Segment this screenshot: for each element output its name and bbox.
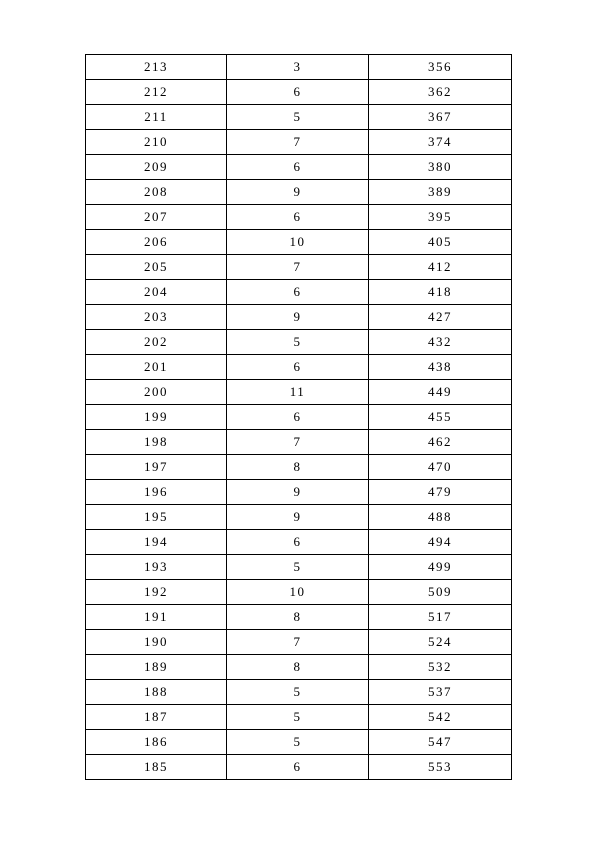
score-cell: 185: [86, 755, 227, 780]
score-cell: 194: [86, 530, 227, 555]
cumulative-cell: 499: [369, 555, 512, 580]
score-cell: 211: [86, 105, 227, 130]
score-cell: 187: [86, 705, 227, 730]
score-cell: 190: [86, 630, 227, 655]
cumulative-cell: 432: [369, 330, 512, 355]
table-row: [86, 705, 512, 730]
cumulative-cell: 542: [369, 705, 512, 730]
score-cell: 207: [86, 205, 227, 230]
count-cell: 8: [227, 605, 369, 630]
count-cell: 6: [227, 205, 369, 230]
score-cell: 189: [86, 655, 227, 680]
cumulative-cell: 374: [369, 130, 512, 155]
count-cell: 6: [227, 755, 369, 780]
count-cell: 6: [227, 405, 369, 430]
cumulative-cell: 537: [369, 680, 512, 705]
cumulative-cell: 438: [369, 355, 512, 380]
score-cell: 193: [86, 555, 227, 580]
table-row: [86, 580, 512, 605]
table-row: [86, 80, 512, 105]
cumulative-cell: 547: [369, 730, 512, 755]
table-row: [86, 180, 512, 205]
cumulative-cell: 449: [369, 380, 512, 405]
score-cell: 192: [86, 580, 227, 605]
table-row: [86, 255, 512, 280]
cumulative-cell: 494: [369, 530, 512, 555]
cumulative-cell: 517: [369, 605, 512, 630]
count-cell: 7: [227, 255, 369, 280]
cumulative-cell: 479: [369, 480, 512, 505]
table-row: [86, 380, 512, 405]
count-cell: 5: [227, 705, 369, 730]
count-cell: 7: [227, 430, 369, 455]
count-cell: 5: [227, 105, 369, 130]
count-cell: 6: [227, 155, 369, 180]
table-row: [86, 405, 512, 430]
score-cell: 196: [86, 480, 227, 505]
count-cell: 6: [227, 530, 369, 555]
score-cell: 198: [86, 430, 227, 455]
score-distribution-table: [85, 54, 512, 780]
count-cell: 9: [227, 305, 369, 330]
count-cell: 3: [227, 55, 369, 80]
table-row: [86, 105, 512, 130]
count-cell: 9: [227, 505, 369, 530]
count-cell: 5: [227, 555, 369, 580]
count-cell: 7: [227, 630, 369, 655]
table-row: [86, 730, 512, 755]
table-row: [86, 230, 512, 255]
cumulative-cell: 532: [369, 655, 512, 680]
table-row: [86, 655, 512, 680]
count-cell: 9: [227, 180, 369, 205]
table-row: [86, 280, 512, 305]
score-cell: 206: [86, 230, 227, 255]
cumulative-cell: 427: [369, 305, 512, 330]
count-cell: 10: [227, 230, 369, 255]
count-cell: 5: [227, 330, 369, 355]
count-cell: 8: [227, 455, 369, 480]
count-cell: 6: [227, 280, 369, 305]
cumulative-cell: 356: [369, 55, 512, 80]
score-cell: 213: [86, 55, 227, 80]
cumulative-cell: 412: [369, 255, 512, 280]
table-row: [86, 130, 512, 155]
table-row: [86, 305, 512, 330]
count-cell: 8: [227, 655, 369, 680]
score-cell: 204: [86, 280, 227, 305]
count-cell: 6: [227, 80, 369, 105]
cumulative-cell: 470: [369, 455, 512, 480]
table-row: [86, 555, 512, 580]
table-row: [86, 430, 512, 455]
table-row: [86, 680, 512, 705]
table-row: [86, 755, 512, 780]
cumulative-cell: 462: [369, 430, 512, 455]
score-cell: 212: [86, 80, 227, 105]
score-cell: 197: [86, 455, 227, 480]
cumulative-cell: 362: [369, 80, 512, 105]
table-row: [86, 455, 512, 480]
table-row: [86, 480, 512, 505]
cumulative-cell: 405: [369, 230, 512, 255]
score-cell: 195: [86, 505, 227, 530]
score-cell: 208: [86, 180, 227, 205]
table-row: [86, 605, 512, 630]
score-cell: 201: [86, 355, 227, 380]
table-row: [86, 55, 512, 80]
table-row: [86, 505, 512, 530]
count-cell: 10: [227, 580, 369, 605]
cumulative-cell: 553: [369, 755, 512, 780]
score-cell: 188: [86, 680, 227, 705]
score-cell: 200: [86, 380, 227, 405]
count-cell: 5: [227, 680, 369, 705]
table-row: [86, 205, 512, 230]
score-cell: 210: [86, 130, 227, 155]
cumulative-cell: 509: [369, 580, 512, 605]
score-cell: 202: [86, 330, 227, 355]
count-cell: 7: [227, 130, 369, 155]
cumulative-cell: 455: [369, 405, 512, 430]
cumulative-cell: 389: [369, 180, 512, 205]
table-body: [86, 55, 512, 780]
score-cell: 203: [86, 305, 227, 330]
table-row: [86, 530, 512, 555]
cumulative-cell: 380: [369, 155, 512, 180]
cumulative-cell: 488: [369, 505, 512, 530]
table-row: [86, 330, 512, 355]
score-cell: 186: [86, 730, 227, 755]
count-cell: 9: [227, 480, 369, 505]
table-row: [86, 155, 512, 180]
count-cell: 5: [227, 730, 369, 755]
cumulative-cell: 418: [369, 280, 512, 305]
cumulative-cell: 524: [369, 630, 512, 655]
cumulative-cell: 395: [369, 205, 512, 230]
table-row: [86, 355, 512, 380]
score-cell: 199: [86, 405, 227, 430]
count-cell: 6: [227, 355, 369, 380]
score-cell: 205: [86, 255, 227, 280]
score-cell: 191: [86, 605, 227, 630]
cumulative-cell: 367: [369, 105, 512, 130]
score-cell: 209: [86, 155, 227, 180]
table-row: [86, 630, 512, 655]
count-cell: 11: [227, 380, 369, 405]
